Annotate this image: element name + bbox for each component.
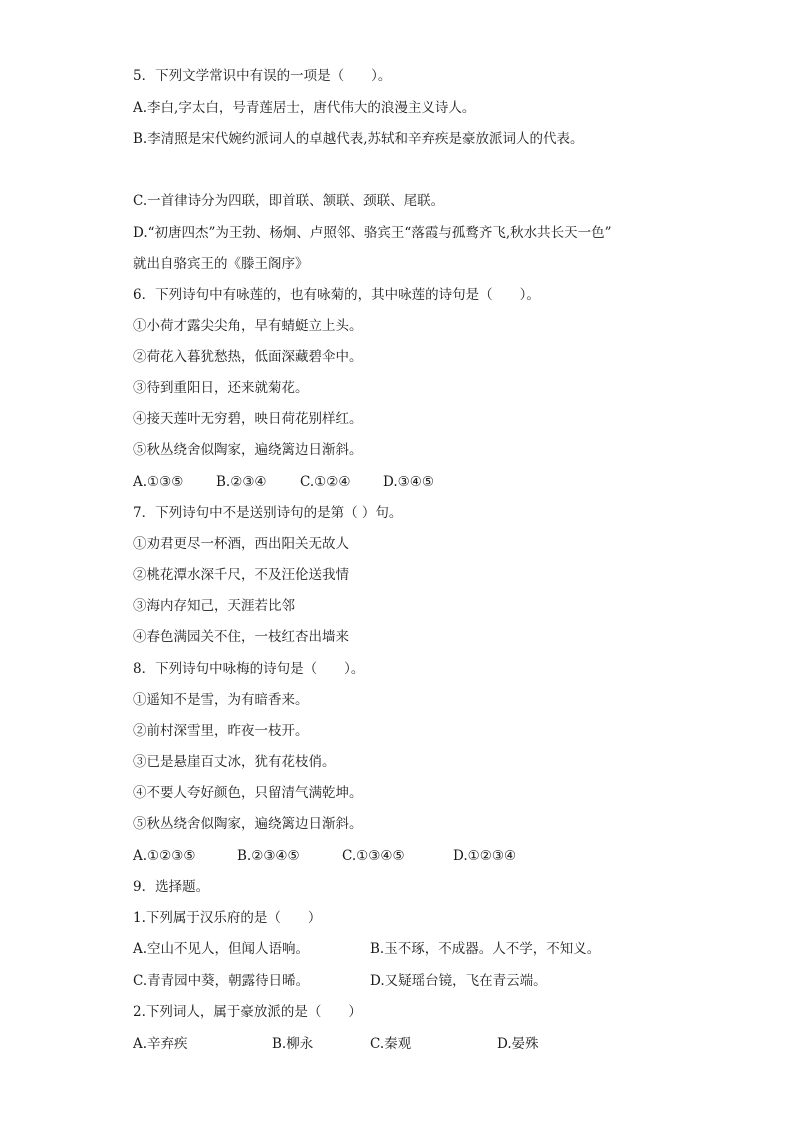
q6-option-a: A.①③⑤: [133, 474, 184, 490]
q6-option-d: D.③④⑤: [383, 474, 434, 490]
q5-option-d-line1: D.“初唐四杰”为王勃、杨炯、卢照邻、骆宾王“落霞与孤鹜齐飞,秋水共长天一色”: [133, 225, 612, 241]
q8-stem: 8．下列诗句中咏梅的诗句是（ ）。: [133, 661, 365, 677]
q9-sub2-option-a: A.辛弃疾: [133, 1036, 188, 1052]
q9-sub1-stem: 1.下列属于汉乐府的是（ ）: [133, 910, 322, 926]
q9-sub2-option-c: C.秦观: [370, 1036, 412, 1052]
q8-option-b: B.②③④⑤: [237, 848, 300, 864]
q5-option-a: A.李白,字太白，号青莲居士，唐代伟大的浪漫主义诗人。: [133, 100, 476, 116]
q6-item-1: ①小荷才露尖尖角，早有蜻蜓立上头。: [133, 318, 363, 334]
q6-option-b: B.②③④: [216, 474, 267, 490]
q9-sub2-stem: 2.下列词人，属于豪放派的是（ ）: [133, 1004, 362, 1020]
q8-item-1: ①遥知不是雪，为有暗香来。: [133, 692, 309, 708]
q6-stem: 6．下列诗句中有咏莲的，也有咏菊的，其中咏莲的诗句是（ ）。: [133, 287, 540, 303]
q9-sub1-option-c: C.青青园中葵，朝露待日晞。: [133, 973, 310, 989]
q7-item-3: ③海内存知己，天涯若比邻: [133, 598, 295, 614]
q5-option-c: C.一首律诗分为四联，即首联、颔联、颈联、尾联。: [133, 193, 445, 209]
q5-stem: 5．下列文学常识中有误的一项是（ ）。: [133, 68, 392, 84]
q6-item-4: ④接天莲叶无穷碧，映日荷花别样红。: [133, 411, 363, 427]
q9-sub2-option-b: B.柳永: [272, 1036, 314, 1052]
q8-item-3: ③已是悬崖百丈冰，犹有花枝俏。: [133, 754, 336, 770]
q8-option-c: C.①③④⑤: [342, 848, 405, 864]
q9-sub1-option-b: B.玉不琢，不成器。人不学，不知义。: [370, 941, 601, 957]
q8-option-a: A.①②③⑤: [133, 848, 196, 864]
q6-item-5: ⑤秋丛绕舍似陶家，遍绕篱边日渐斜。: [133, 442, 363, 458]
q6-item-2: ②荷花入暮犹愁热，低面深藏碧伞中。: [133, 349, 363, 365]
q7-stem: 7．下列诗句中不是送别诗句的是第（ ）句。: [133, 505, 403, 521]
q5-option-b: B.李清照是宋代婉约派词人的卓越代表,苏轼和辛弃疾是豪放派词人的代表。: [133, 131, 584, 147]
q8-item-2: ②前村深雪里，昨夜一枝开。: [133, 723, 309, 739]
q8-option-d: D.①②③④: [453, 848, 517, 864]
q7-item-4: ④春色满园关不住，一枝红杏出墙来: [133, 629, 349, 645]
q8-item-4: ④不要人夸好颜色，只留清气满乾坤。: [133, 785, 363, 801]
q6-item-3: ③待到重阳日，还来就菊花。: [133, 380, 309, 396]
q5-option-d-line2: 就出自骆宾王的《滕王阁序》: [133, 256, 309, 272]
q7-item-1: ①劝君更尽一杯酒，西出阳关无故人: [133, 536, 349, 552]
q9-sub1-option-a: A.空山不见人，但闻人语响。: [133, 941, 310, 957]
q7-item-2: ②桃花潭水深千尺，不及汪伦送我情: [133, 567, 349, 583]
q9-stem: 9．选择题。: [133, 879, 210, 895]
q6-option-c: C.①②④: [300, 474, 351, 490]
q9-sub1-option-d: D.又疑瑶台镜，飞在青云端。: [370, 973, 547, 989]
q8-item-5: ⑤秋丛绕舍似陶家，遍绕篱边日渐斜。: [133, 816, 363, 832]
q9-sub2-option-d: D.晏殊: [497, 1036, 539, 1052]
